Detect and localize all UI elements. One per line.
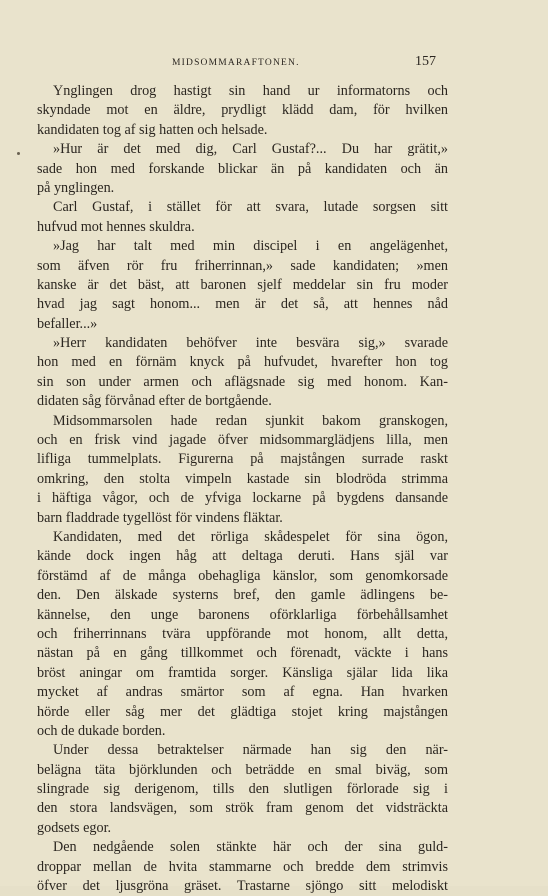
text-line: den. Den älskade systerns bref, den gamle ädlingens be- <box>37 587 448 604</box>
text-line: slingrade sig derigenom, tills den slutligen förlorade sig i <box>37 781 448 798</box>
text-line: befaller...» <box>37 315 98 332</box>
text-line: »Hur är det med dig, Carl Gustaf?... Du har grätit,» <box>53 141 448 158</box>
text-line: hvad jag sagt honom... men är det så, att hennes nåd <box>37 296 448 313</box>
text-line: på ynglingen. <box>37 179 115 196</box>
running-head: MIDSOMMARAFTONEN. <box>172 58 300 68</box>
text-line: och en frisk vind jagade öfver midsommarglädjens lilla, men <box>37 432 448 449</box>
text-line: kännelse, den unge baronens oförklarliga förbehållsamhet <box>37 606 448 623</box>
text-line: Kandidaten, med det rörliga skådespelet för sina ögon, <box>53 528 448 545</box>
text-line: Carl Gustaf, i stället för att svara, lutade sorgsen sitt <box>53 199 448 216</box>
text-line: Ynglingen drog hastigt sin hand ur informatorns och <box>53 83 448 99</box>
text-line: kände dock ingen håg att deltaga deruti. Hans själ var <box>37 548 448 565</box>
page-number: 157 <box>415 54 436 69</box>
text-line: Midsommarsolen hade redan sjunkit bakom granskogen, <box>53 412 448 429</box>
text-line: didaten såg förvånad efter de bortgående. <box>37 393 272 410</box>
page-header <box>0 54 548 72</box>
text-line: sin son under armen och aflägsnade sig med honom. Kan- <box>37 373 448 390</box>
text-line: som äfven rör fru friherrinnan,» sade kandidaten; »men <box>37 257 448 274</box>
text-line: Under dessa betraktelser närmade han sig den när- <box>53 742 448 759</box>
text-line: Den nedgående solen stänkte här och der sina guld- <box>53 839 448 856</box>
text-line: hon med en förnäm knyck på hufvudet, hvarefter hon tog <box>37 354 448 371</box>
text-line: hufvud mot hennes skuldra. <box>37 218 195 235</box>
text-line: öfver det ljusgröna gräset. Trastarne sjöngo sitt melodiskt <box>37 878 448 895</box>
text-line: skyndade mot en äldre, prydligt klädd dam, för hvilken <box>37 102 448 119</box>
text-line: »Herr kandidaten behöfver inte besvära sig,» svarade <box>53 335 448 352</box>
text-line: omkring, den stolta vimpeln kastade sin blodröda strimma <box>37 470 448 487</box>
text-line: godsets egor. <box>37 819 112 836</box>
text-line: sade hon med forskande blickar än på kandidaten och än <box>37 160 448 177</box>
text-line: kanske är det bäst, att baronen sjelf meddelar sin fru moder <box>37 276 448 293</box>
text-line: lifliga tummelplats. Figurerna på majstången surrade raskt <box>37 451 448 468</box>
text-line: mycket af andras smärtor som af egna. Han hvarken <box>37 684 448 701</box>
text-line: droppar mellan de hvita stammarne och bredde dem strimvis <box>37 858 448 875</box>
text-line: »Jag har talt med min discipel i en angelägenhet, <box>53 238 448 255</box>
text-line: hörde eller såg mer det glädtiga stojet kring majstången <box>37 703 448 720</box>
text-line: nästan på en gång tillkommet och förenadt, väckte i hans <box>37 645 448 662</box>
text-line: den stora landsvägen, som strök fram genom det vidsträckta <box>37 800 448 817</box>
text-line: och de dukade borden. <box>37 722 166 739</box>
margin-mark <box>17 152 20 155</box>
text-line: bröst aningar om framtida sorger. Känsliga själar lida lika <box>37 664 448 681</box>
text-line: och friherrinnans tvära uppförande mot honom, allt detta, <box>37 625 448 642</box>
text-line: förstämd af de många obehagliga känslor, som genomkorsade <box>37 567 448 584</box>
text-line: kandidaten tog af sig hatten och helsade. <box>37 121 268 138</box>
text-line: i häftiga vågor, och de yfviga lockarne på bygdens dansande <box>37 490 448 507</box>
text-line: belägna täta björklunden och beträdde en smal biväg, som <box>37 761 448 778</box>
body-text <box>37 82 448 896</box>
text-line: barn fladdrade tygellöst för vindens fläktar. <box>37 509 283 526</box>
